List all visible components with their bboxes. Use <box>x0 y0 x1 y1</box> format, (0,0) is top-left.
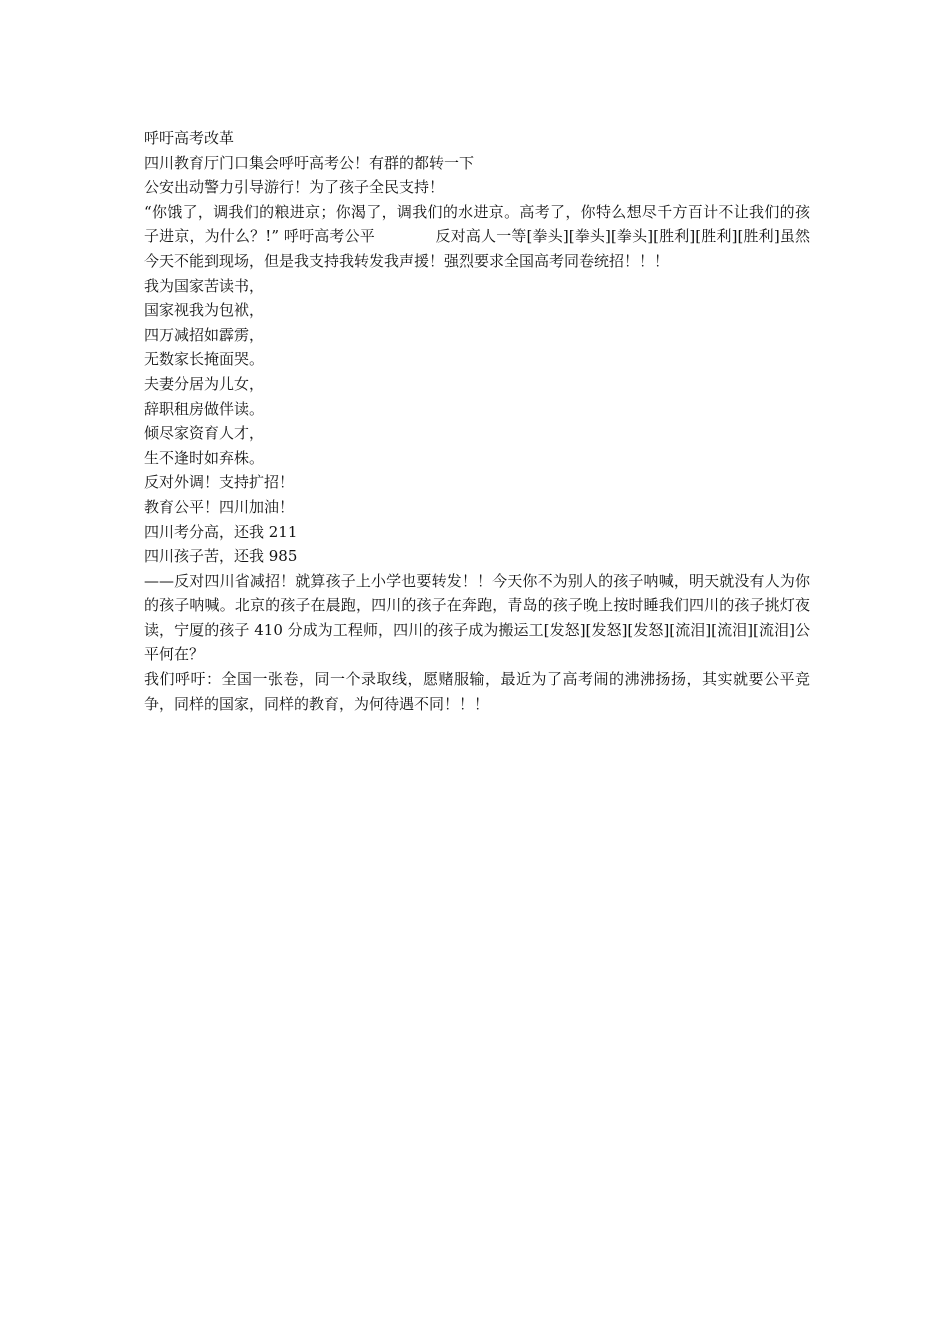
poem-line: 生不逢时如弃株。 <box>144 448 265 467</box>
document-body <box>144 126 810 716</box>
slogan-line: 反对外调！支持扩招！ <box>144 473 295 492</box>
poem-line: 倾尽家资育人才， <box>144 424 265 443</box>
text-line: 公安出动警力引导游行！为了孩子全民支持！ <box>144 178 445 197</box>
slogan-line: 教育公平！四川加油！ <box>144 497 295 516</box>
slogan-line: 四川考分高，还我 211 <box>144 522 298 541</box>
poem-line: 国家视我为包袱， <box>144 301 265 320</box>
poem-line: 无数家长掩面哭。 <box>144 350 265 369</box>
call-paragraph: 我们呼吁：全国一张卷，同一个录取线，愿赌服输，最近为了高考闹的沸沸扬扬，其实就要公平竞争，同样的国家，同样的教育，为何待遇不同！！！ <box>144 670 810 713</box>
quote-paragraph: “你饿了，调我们的粮进京；你渴了，调我们的水进京。高考了，你特么想尽千方百计不让我们的孩子进京，为什么？!” 呼吁高考公平 反对高人一等[拳头][拳头][拳头][胜利][胜利][胜利]虽然今天不能到现场，但是我支持我转发我声援！强烈要求全国高考同卷统招！！！ <box>144 202 810 270</box>
poem-line: 我为国家苦读书， <box>144 276 265 295</box>
text-line: 四川教育厅门口集会呼吁高考公！有群的都转一下 <box>144 153 475 172</box>
poem-line: 四万减招如霹雳， <box>144 325 265 344</box>
document-title: 呼吁高考改革 <box>144 129 235 147</box>
oppose-paragraph: ——反对四川省减招！就算孩子上小学也要转发！！今天你不为别人的孩子呐喊，明天就没有人为你的孩子呐喊。北京的孩子在晨跑，四川的孩子在奔跑，青岛的孩子晚上按时睡我们四川的孩子挑灯夜读，宁厦的孩子 410 分成为工程师，四川的孩子成为搬运工[发怒][发怒][发怒][流泪][流泪][流泪]公平何在？ <box>144 571 810 664</box>
slogan-line: 四川孩子苦，还我 985 <box>144 547 298 566</box>
poem-line: 辞职租房做伴读。 <box>144 399 265 418</box>
poem-line: 夫妻分居为儿女， <box>144 374 265 393</box>
